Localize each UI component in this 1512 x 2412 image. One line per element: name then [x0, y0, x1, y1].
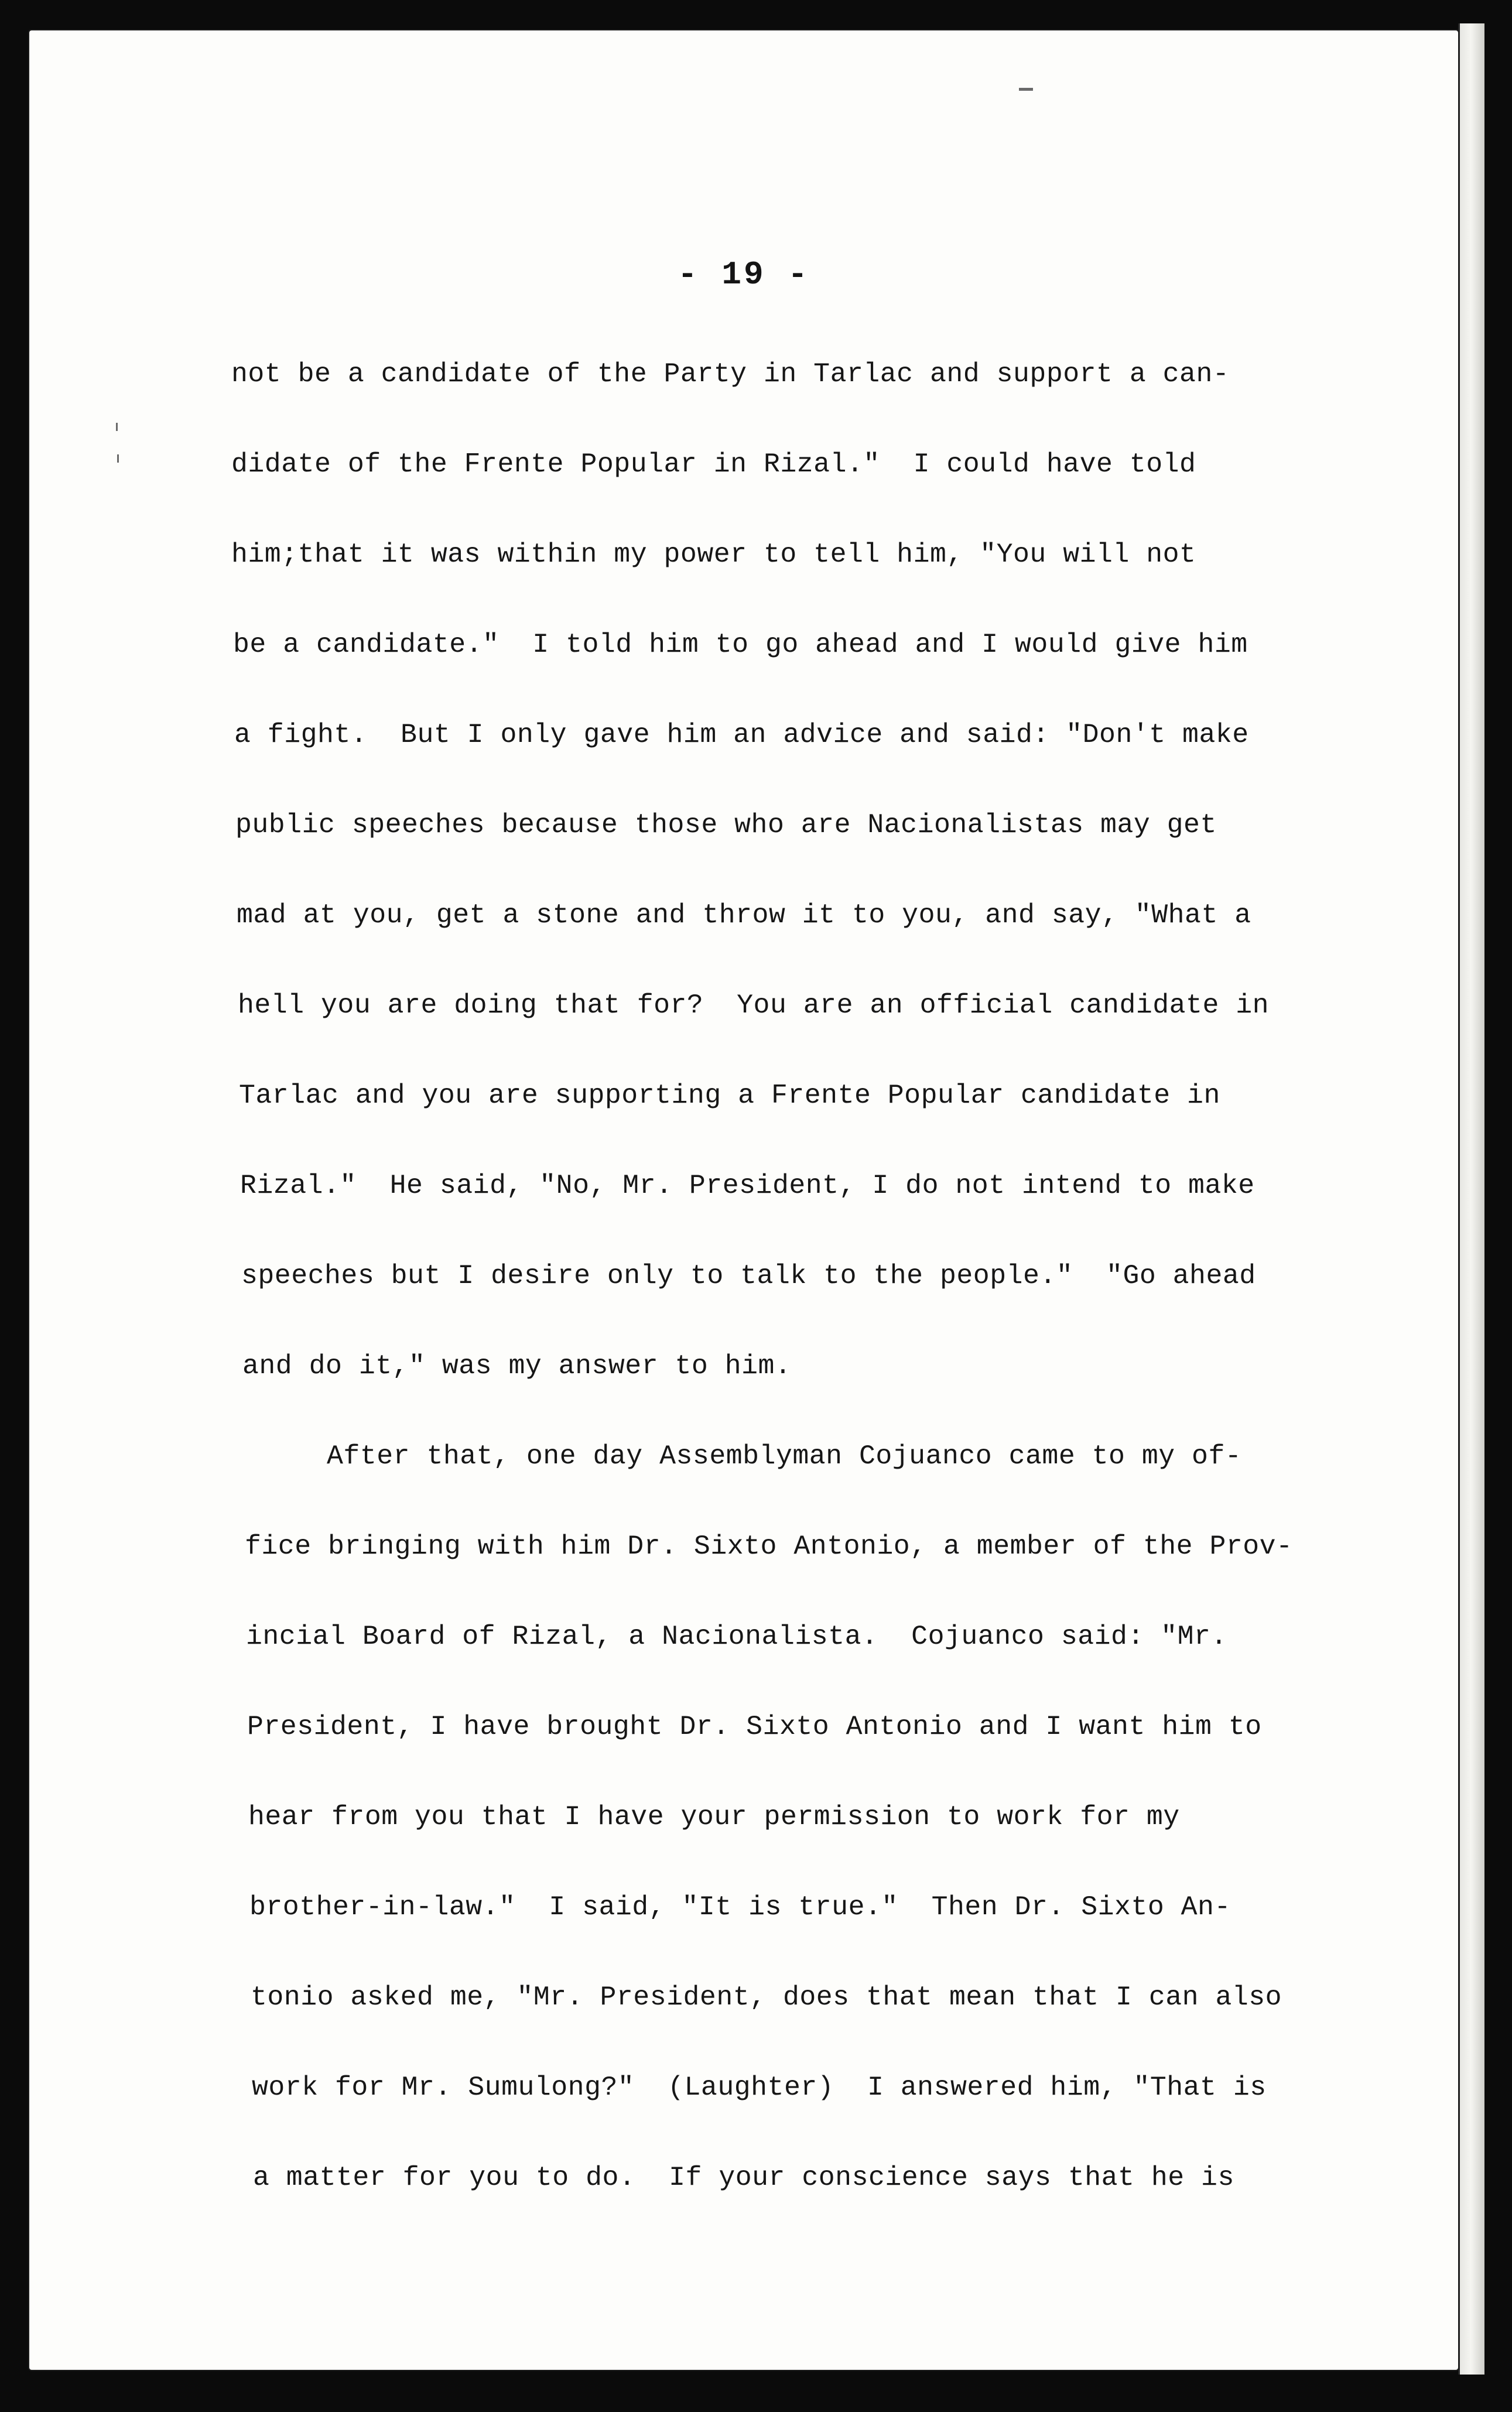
text-line: hear from you that I have your permission to work for my: [248, 1801, 1180, 1832]
text-line: After that, one day Assemblyman Cojuanco came to my of-: [244, 1441, 1242, 1472]
text-line: tonio asked me, "Mr. President, does that mean that I can also: [251, 1982, 1282, 2013]
text-line: not be a candidate of the Party in Tarlac and support a can-: [231, 358, 1230, 389]
text-line: public speeches because those who are Nacionalistas may get: [235, 809, 1217, 840]
page-edge: [1458, 23, 1484, 2375]
typewritten-page: [29, 30, 1458, 2370]
scan-mark: [1019, 88, 1033, 91]
text-line: mad at you, get a stone and throw it to you, and say, "What a: [237, 899, 1251, 930]
text-line: Tarlac and you are supporting a Frente Popular candidate in: [239, 1080, 1220, 1111]
scan-mark: [117, 454, 119, 463]
text-line: him;that it was within my power to tell him, "You will not: [231, 539, 1196, 570]
text-line: fice bringing with him Dr. Sixto Antonio, a member of the Prov-: [245, 1531, 1293, 1562]
text-line: be a candidate." I told him to go ahead and I would give him: [233, 629, 1248, 660]
text-line: a matter for you to do. If your conscience says that he is: [253, 2162, 1234, 2193]
page-number: - 19 -: [678, 256, 810, 293]
text-line: President, I have brought Dr. Sixto Antonio and I want him to: [247, 1711, 1262, 1742]
text-line: brother-in-law." I said, "It is true." Then Dr. Sixto An-: [249, 1891, 1231, 1922]
text-line: hell you are doing that for? You are an official candidate in: [238, 990, 1270, 1021]
text-line: work for Mr. Sumulong?" (Laughter) I answered him, "That is: [252, 2072, 1267, 2103]
text-line: Rizal." He said, "No, Mr. President, I do not intend to make: [240, 1170, 1255, 1201]
text-line: didate of the Frente Popular in Rizal." I could have told: [231, 449, 1196, 480]
text-line: speeches but I desire only to talk to the people." "Go ahead: [241, 1260, 1256, 1291]
scan-mark: [116, 423, 118, 431]
text-line: a fight. But I only gave him an advice and said: "Don't make: [234, 719, 1249, 750]
text-line: incial Board of Rizal, a Nacionalista. Cojuanco said: "Mr.: [246, 1621, 1227, 1652]
text-line: and do it," was my answer to him.: [242, 1350, 792, 1381]
